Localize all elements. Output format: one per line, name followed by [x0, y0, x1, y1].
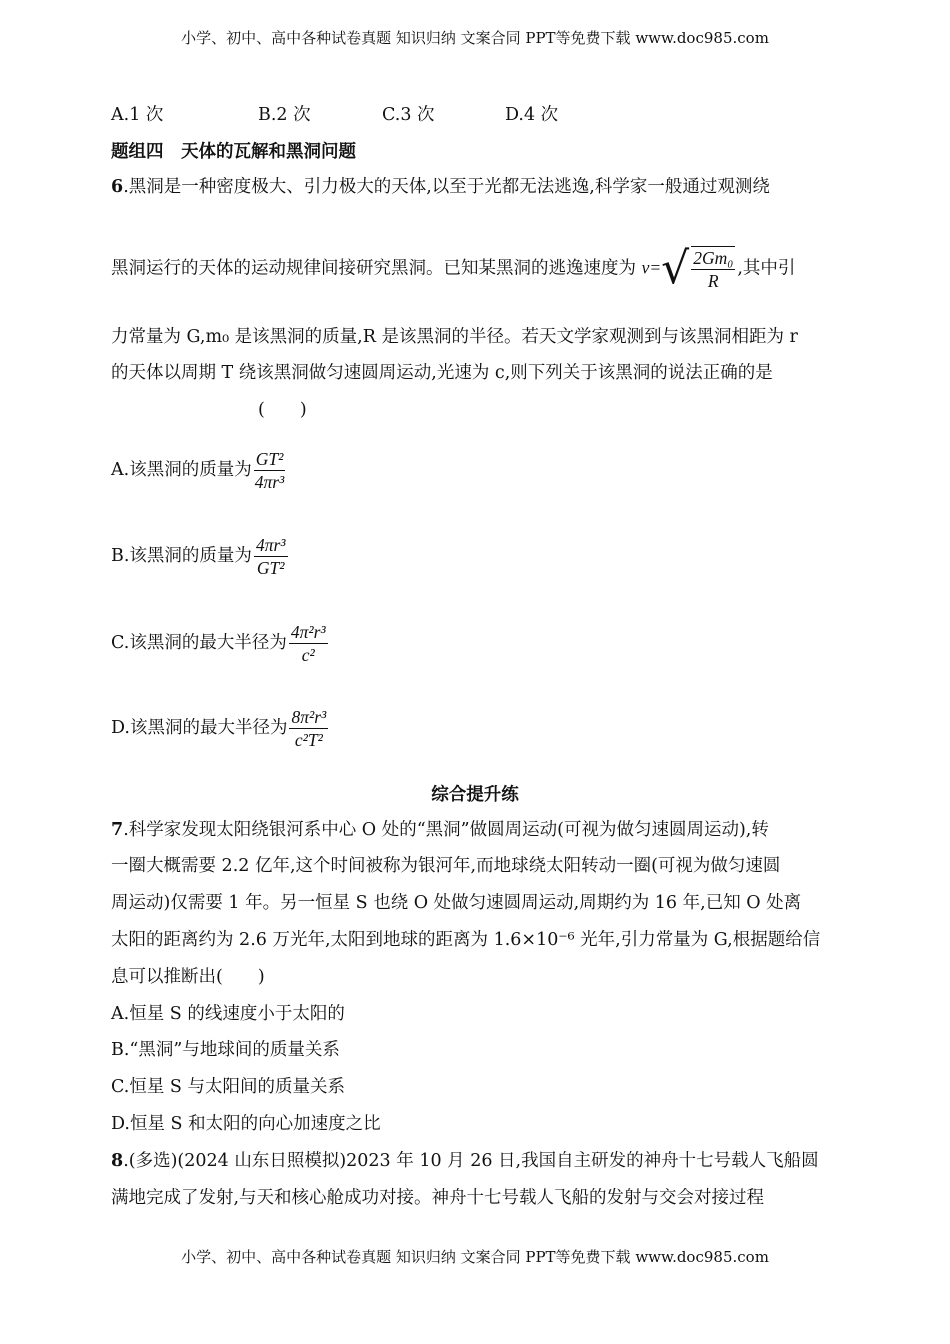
q6-option-c — [111, 621, 330, 666]
formula-denominator: R — [707, 271, 719, 291]
page-footer: 小学、初中、高中各种试卷真题 知识归纳 文案合同 PPT等免费下载 www.doc985.com — [181, 1248, 769, 1266]
q7-option-a: A.恒星 S 的线速度小于太阳的 — [111, 1004, 345, 1024]
q7-option-d: D.恒星 S 和太阳的向心加速度之比 — [111, 1114, 381, 1134]
q7-line4: 太阳的距离约为 2.6 万光年,太阳到地球的距离为 1.6×10⁻⁶ 光年,引力常量为 G,根据题给信 — [111, 930, 821, 950]
page-header: 小学、初中、高中各种试卷真题 知识归纳 文案合同 PPT等免费下载 www.doc985.com — [181, 29, 769, 47]
fraction-denominator: GT² — [256, 558, 285, 578]
q7-text: .科学家发现太阳绕银河系中心 O 处的“黑洞”做圆周运动(可视为做匀速圆周运动),转 — [123, 820, 769, 840]
q7-option-b: B.“黑洞”与地球间的质量关系 — [111, 1040, 340, 1060]
q8-text: .(多选)(2024 山东日照模拟)2023 年 10 月 26 日,我国自主研发的神舟十七号载人飞船圆 — [123, 1151, 819, 1171]
fraction-numerator: 4πr³ — [255, 535, 286, 555]
sqrt-formula — [661, 243, 737, 294]
q6-text: .黑洞是一种密度极大、引力极大的天体,以至于光都无法逃逸,科学家一般通过观测绕 — [123, 177, 770, 197]
fraction-numerator: 4π²r³ — [290, 622, 326, 642]
formula-numerator: 2Gm₀ — [693, 248, 734, 268]
formula-v: v= — [641, 257, 662, 278]
fraction-numerator: GT² — [255, 449, 284, 469]
answer-paren: ( ) — [258, 400, 307, 420]
q6-line2 — [111, 243, 796, 294]
q7-line2: 一圈大概需要 2.2 亿年,这个时间被称为银河年,而地球绕太阳转动一圈(可视为做匀速圆 — [111, 856, 781, 876]
q7-number: 7 — [111, 820, 124, 840]
q8-line1 — [111, 1149, 819, 1173]
q6-number: 6 — [111, 177, 124, 197]
group-title: 题组四 天体的瓦解和黑洞问题 — [111, 142, 356, 162]
option-text: B.该黑洞的质量为 — [111, 546, 252, 566]
q6-line4: 的天体以周期 T 绕该黑洞做匀速圆周运动,光速为 c,则下列关于该黑洞的说法正确的是 — [111, 363, 773, 383]
q6-line1 — [111, 175, 770, 199]
q7-line1 — [111, 818, 769, 842]
q8-number: 8 — [111, 1151, 124, 1171]
prev-option-a: A.1 次 — [111, 105, 164, 125]
option-text: C.该黑洞的最大半径为 — [111, 633, 287, 653]
q7-line3: 周运动)仅需要 1 年。另一恒星 S 也绕 O 处做匀速圆周运动,周期约为 16 年,已知 O 处离 — [111, 893, 802, 913]
prev-option-c: C.3 次 — [382, 105, 435, 125]
prev-option-d: D.4 次 — [505, 105, 559, 125]
fraction-numerator: 8π²r³ — [291, 707, 327, 727]
option-text: D.该黑洞的最大半径为 — [111, 718, 288, 738]
fraction-denominator: 4πr³ — [254, 472, 285, 492]
q7-option-c: C.恒星 S 与太阳间的质量关系 — [111, 1077, 345, 1097]
section-title: 综合提升练 — [431, 785, 519, 805]
q6-option-d — [111, 706, 330, 751]
q6-line3: 力常量为 G,m₀ 是该黑洞的质量,R 是该黑洞的半径。若天文学家观测到与该黑洞相距为 r — [111, 327, 798, 347]
q6-option-b — [111, 534, 290, 579]
q6-option-a — [111, 448, 287, 493]
prev-option-b: B.2 次 — [258, 105, 311, 125]
option-text: A.该黑洞的质量为 — [111, 460, 252, 480]
q7-line5: 息可以推断出( ) — [111, 967, 265, 987]
fraction-denominator: c² — [301, 645, 315, 665]
q8-line2: 满地完成了发射,与天和核心舱成功对接。神舟十七号载人飞船的发射与交会对接过程 — [111, 1188, 765, 1208]
fraction-denominator: c²T² — [294, 730, 323, 750]
radical-icon: √ — [661, 243, 690, 294]
q6-text: ,其中引 — [737, 258, 796, 279]
q6-text: 黑洞运行的天体的运动规律间接研究黑洞。已知某黑洞的逃逸速度为 — [111, 258, 642, 279]
